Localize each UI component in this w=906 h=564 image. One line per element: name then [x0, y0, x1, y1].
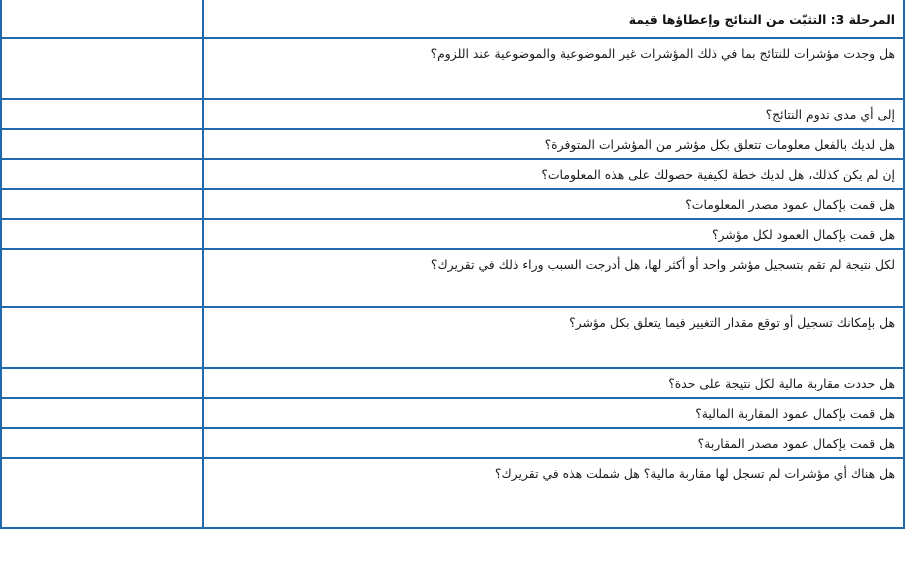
stage-title: المرحلة 3: التثبّت من النتائج وإعطاؤها قيمة [203, 0, 904, 38]
answer-cell[interactable] [1, 38, 203, 99]
question-text: هل قمت بإكمال عمود المقاربة المالية؟ [203, 398, 904, 428]
answer-cell[interactable] [1, 249, 203, 307]
table-row [1, 129, 904, 159]
table-row [1, 307, 904, 368]
question-text: إن لم يكن كذلك، هل لديك خطة لكيفية حصولك على هذه المعلومات؟ [203, 159, 904, 189]
answer-cell[interactable] [1, 99, 203, 129]
table-row [1, 159, 904, 189]
table-row [1, 428, 904, 458]
question-text: هل قمت بإكمال العمود لكل مؤشر؟ [203, 219, 904, 249]
answer-cell[interactable] [1, 219, 203, 249]
question-text: هل لديك بالفعل معلومات تتعلق بكل مؤشر من المؤشرات المتوفرة؟ [203, 129, 904, 159]
answer-cell[interactable] [1, 398, 203, 428]
answer-cell[interactable] [1, 129, 203, 159]
question-text: هل قمت بإكمال عمود مصدر المقاربة؟ [203, 428, 904, 458]
table-row [1, 458, 904, 528]
answer-cell[interactable] [1, 307, 203, 368]
table-row [1, 38, 904, 99]
table-row [1, 368, 904, 398]
answer-cell[interactable] [1, 159, 203, 189]
answer-cell[interactable] [1, 368, 203, 398]
question-text: إلى أي مدى تدوم النتائج؟ [203, 99, 904, 129]
question-text: هل بإمكانك تسجيل أو توقع مقدار التغيير فيما يتعلق بكل مؤشر؟ [203, 307, 904, 368]
table-row [1, 189, 904, 219]
table-row [1, 99, 904, 129]
answer-cell[interactable] [1, 458, 203, 528]
question-text: لكل نتيجة لم تقم بتسجيل مؤشر واحد أو أكثر لها، هل أدرجت السبب وراء ذلك في تقريرك؟ [203, 249, 904, 307]
table-row [1, 219, 904, 249]
table-row [1, 249, 904, 307]
question-text: هل قمت بإكمال عمود مصدر المعلومات؟ [203, 189, 904, 219]
table-row-stage-header [1, 0, 904, 38]
answer-cell[interactable] [1, 0, 203, 38]
answer-cell[interactable] [1, 189, 203, 219]
question-text: هل حددت مقاربة مالية لكل نتيجة على حدة؟ [203, 368, 904, 398]
question-text: هل وجدت مؤشرات للنتائج بما في ذلك المؤشرات غير الموضوعية والموضوعية عند اللزوم؟ [203, 38, 904, 99]
question-text: هل هناك أي مؤشرات لم تسجل لها مقاربة مالية؟ هل شملت هذه في تقريرك؟ [203, 458, 904, 528]
answer-cell[interactable] [1, 428, 203, 458]
table-row [1, 398, 904, 428]
